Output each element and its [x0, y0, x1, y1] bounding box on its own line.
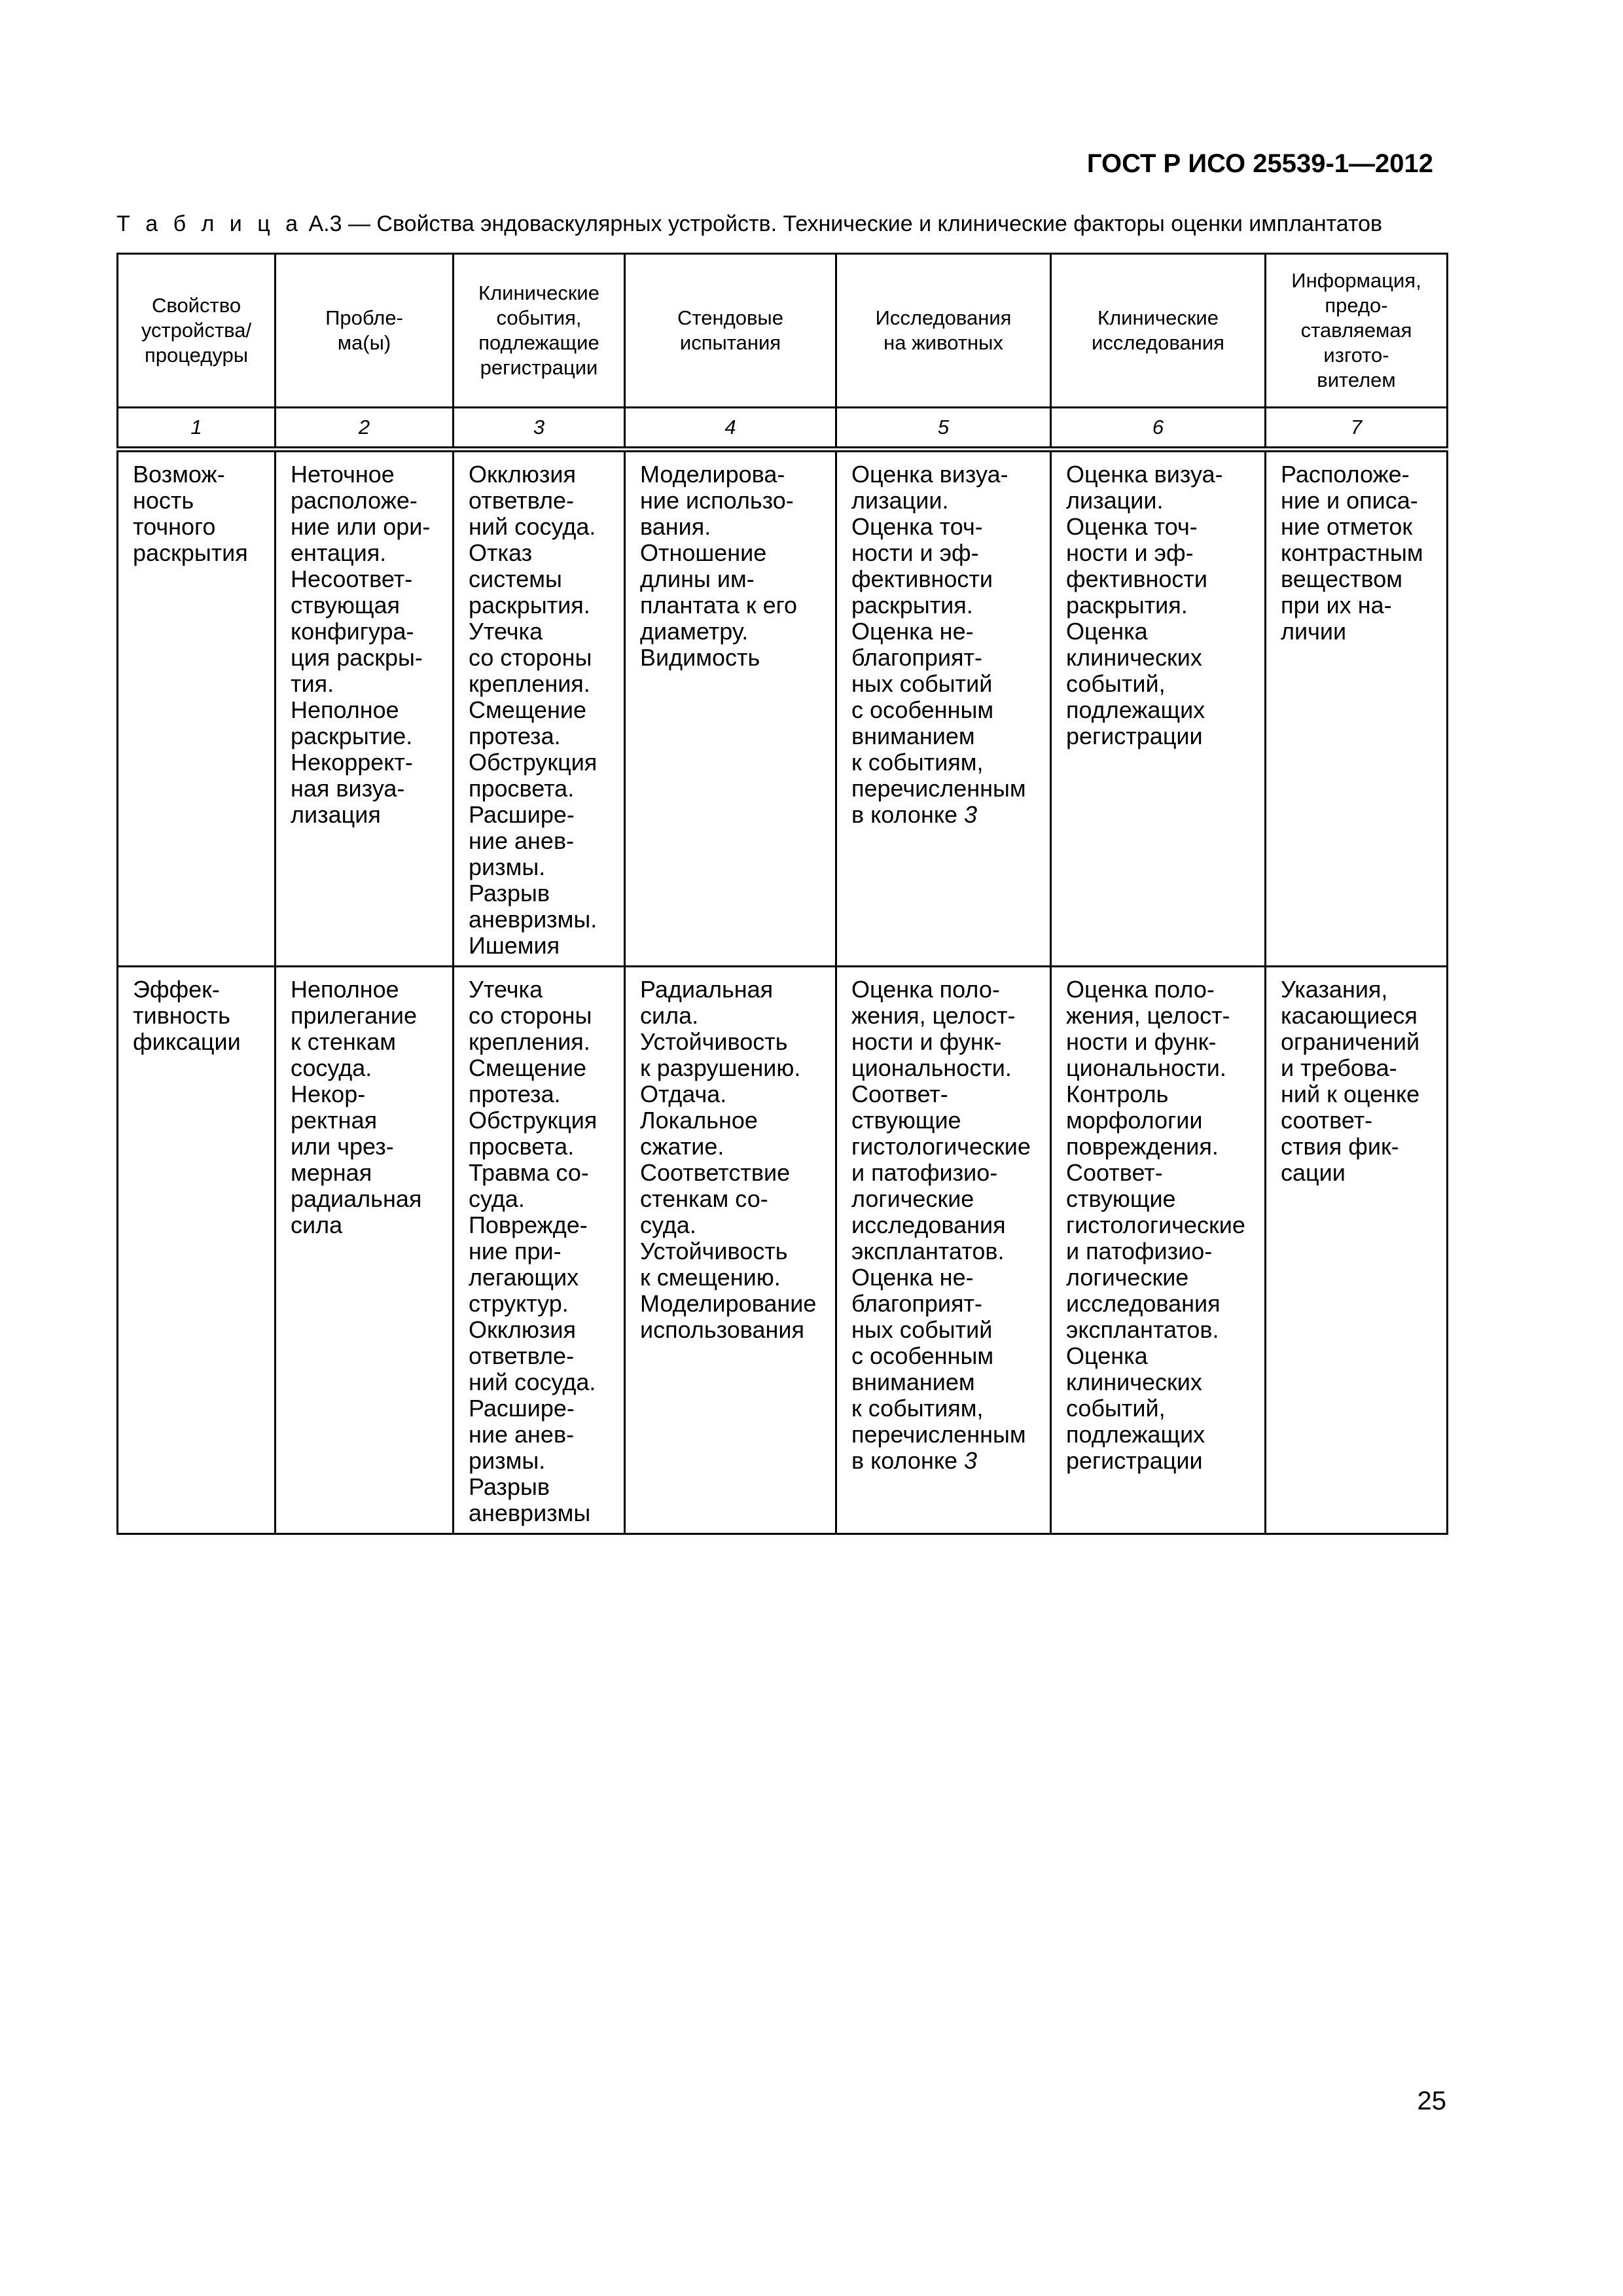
cell-text-line: Некоррект-	[291, 749, 413, 776]
cell-text-line: Окклюзия	[469, 1316, 577, 1343]
cell-text-line: Расшире-	[469, 801, 575, 828]
cell-text-line: Клинические	[478, 281, 599, 304]
cell-text-line: Утечка	[469, 976, 543, 1003]
cell-text-line: диаметру.	[640, 618, 749, 645]
table-cell	[118, 967, 276, 1534]
page-number: 25	[1417, 2087, 1446, 2115]
cell-text-line: эксплантатов.	[1066, 1316, 1219, 1343]
cell-text-line: и патофизио-	[1066, 1238, 1213, 1265]
cell-text-line: Оценка точ-	[1066, 513, 1198, 540]
cell-text-line: Оценка не-	[851, 1264, 974, 1291]
cell-text-line: протеза.	[469, 1081, 561, 1107]
cell-text-line: Указания,	[1281, 976, 1388, 1003]
cell-text-line: циональности.	[851, 1054, 1012, 1081]
cell-text-line: точного	[133, 513, 216, 540]
cell-text-line: ность	[133, 487, 194, 514]
cell-text-line: Неточное	[291, 461, 395, 488]
cell-text-line: процедуры	[145, 344, 248, 367]
cell-text-line: Соответ-	[851, 1081, 948, 1107]
cell-text-line: Оценка поло-	[851, 976, 1000, 1003]
cell-text-line: клинических	[1066, 1369, 1202, 1395]
column-header-3	[454, 254, 625, 408]
cell-text-line: лизации.	[851, 487, 949, 514]
cell-text-line: устройства/	[141, 319, 252, 342]
cell-text-line: ние и описа-	[1281, 487, 1418, 514]
cell-text-line: аневризмы	[469, 1499, 591, 1526]
cell-text-line: Отношение	[640, 539, 767, 566]
cell-text-line: веществом	[1281, 565, 1402, 592]
cell-text-line: со стороны	[469, 644, 592, 671]
cell-text-line: подлежащие	[478, 331, 599, 354]
cell-text-line: Локальное	[640, 1107, 758, 1134]
cell-text-line: ных событий	[851, 670, 993, 697]
cell-text-line: со стороны	[469, 1002, 592, 1029]
cell-text-line: Радиальная	[640, 976, 774, 1003]
cell-text-line: Травма со-	[469, 1159, 589, 1186]
cell-text-line: Некор-	[291, 1081, 366, 1107]
cell-text-line: с особенным	[851, 1342, 994, 1369]
table-cell	[1051, 967, 1266, 1534]
cell-text-line: ности и эф-	[1066, 539, 1194, 566]
cell-text-line: и патофизио-	[851, 1159, 998, 1186]
cell-text-line: Смещение	[469, 1054, 587, 1081]
properties-table	[116, 253, 1448, 1535]
cell-text-line: к смещению.	[640, 1264, 781, 1291]
cell-text-line: Контроль	[1066, 1081, 1169, 1107]
cell-text-line: в колонке 3	[851, 1447, 978, 1474]
table-caption-text: А.3 — Свойства эндоваскулярных устройств. Технические и клинические факторы оценки имплантатов	[302, 211, 1383, 236]
cell-text-line: Оценка не-	[851, 618, 974, 645]
cell-text-line: ствия фик-	[1281, 1133, 1399, 1160]
cell-text-line: ствующая	[291, 592, 400, 619]
cell-text-line: мерная	[291, 1159, 372, 1186]
cell-text-line: исследования	[851, 1211, 1006, 1238]
cell-text-line: Смещение	[469, 696, 587, 723]
standard-code: ГОСТ Р ИСО 25539-1—2012	[1086, 149, 1433, 178]
cell-text-line: сосуда.	[291, 1054, 372, 1081]
cell-text-line: Оценка	[1066, 618, 1148, 645]
cell-text-line: Стендовые	[677, 306, 783, 329]
cell-text-line: к разрушению.	[640, 1054, 801, 1081]
cell-text-line: Отказ	[469, 539, 533, 566]
cell-text-line: перечисленным	[851, 1421, 1026, 1448]
cell-text-line: раскрытия	[133, 539, 248, 566]
cell-text-line: вителем	[1317, 368, 1396, 391]
cell-text-line: при их на-	[1281, 592, 1392, 619]
cell-text-line: Несоответ-	[291, 565, 413, 592]
cell-text-line: ограничений	[1281, 1028, 1420, 1055]
cell-text-line: благоприят-	[851, 1290, 982, 1317]
cell-text-line: сила	[291, 1211, 343, 1238]
cell-text-line: регистрации	[480, 356, 598, 379]
cell-text-line: ных событий	[851, 1316, 993, 1343]
column-header-6	[1051, 254, 1266, 408]
table-cell	[1051, 450, 1266, 967]
cell-text-line: ентация.	[291, 539, 387, 566]
cell-text-line: предо-	[1325, 294, 1388, 317]
cell-text-line: Утечка	[469, 618, 543, 645]
table-row	[118, 450, 1448, 967]
cell-text-line: Неполное	[291, 696, 399, 723]
cell-text-line: к событиям,	[851, 749, 984, 776]
cell-text-line: тия.	[291, 670, 334, 697]
cell-text-line: ние или ори-	[291, 513, 431, 540]
cell-text-line: и требова-	[1281, 1054, 1397, 1081]
table-cell	[118, 450, 276, 967]
cell-text-line: Соответ-	[1066, 1159, 1163, 1186]
table-cell	[1266, 967, 1448, 1534]
cell-text-line: Моделирование	[640, 1290, 817, 1317]
cell-text-line: Видимость	[640, 644, 760, 671]
column-header-4	[625, 254, 836, 408]
column-number-4: 4	[625, 408, 836, 450]
cell-text-line: фективности	[851, 565, 993, 592]
cell-text-line: ствующие	[1066, 1185, 1176, 1212]
cell-text-line: ний сосуда.	[469, 513, 596, 540]
cell-text-line: подлежащих	[1066, 696, 1205, 723]
cell-text-line: ризмы.	[469, 1447, 546, 1474]
cell-text-line: прилегание	[291, 1002, 418, 1029]
table-cell	[625, 450, 836, 967]
column-header-5	[836, 254, 1051, 408]
cell-text-line: Оценка поло-	[1066, 976, 1215, 1003]
cell-text-line: эксплантатов.	[851, 1238, 1005, 1265]
cell-text-line: Клинические	[1097, 306, 1219, 329]
column-number-2: 2	[276, 408, 454, 450]
cell-text-line: длины им-	[640, 565, 755, 592]
cell-text-line: Неполное	[291, 976, 399, 1003]
cell-text-line: регистрации	[1066, 723, 1203, 749]
cell-text-line: лизация	[291, 801, 381, 828]
cell-text-line: ние анев-	[469, 1421, 575, 1448]
cell-text-line: плантата к его	[640, 592, 797, 619]
cell-text-line: ответвле-	[469, 1342, 575, 1369]
table-header-row	[118, 254, 1448, 408]
cell-text-line: к стенкам	[291, 1028, 397, 1055]
cell-text-line: легающих	[469, 1264, 579, 1291]
cell-text-line: конфигура-	[291, 618, 414, 645]
cell-text-line: подлежащих	[1066, 1421, 1205, 1448]
cell-text-line: Оценка визуа-	[851, 461, 1008, 488]
cell-text-line: ма(ы)	[337, 331, 391, 354]
cell-text-line: аневризмы.	[469, 906, 597, 933]
cell-text-line: ние анев-	[469, 827, 575, 854]
cell-text-line: благоприят-	[851, 644, 982, 671]
cell-text-line: логические	[851, 1185, 974, 1212]
column-reference: 3	[964, 801, 978, 828]
cell-text-line: расположе-	[291, 487, 418, 514]
column-number-row	[118, 408, 1448, 450]
cell-text-line: ректная	[291, 1107, 378, 1134]
cell-text-line: изгото-	[1323, 344, 1389, 367]
cell-text-line: Соответствие	[640, 1159, 791, 1186]
table-cell	[625, 967, 836, 1534]
table-cell	[1266, 450, 1448, 967]
cell-text-line: структур.	[469, 1290, 569, 1317]
cell-text-line: исследования	[1066, 1290, 1221, 1317]
cell-text-line: Оценка	[1066, 1342, 1148, 1369]
cell-text-line: системы	[469, 565, 562, 592]
column-number-1: 1	[118, 408, 276, 450]
table-cell	[454, 967, 625, 1534]
cell-text-line: регистрации	[1066, 1447, 1203, 1474]
table-cell	[836, 967, 1051, 1534]
cell-text-line: сации	[1281, 1159, 1346, 1186]
cell-text-line: Оценка точ-	[851, 513, 983, 540]
cell-text-line: повреждения.	[1066, 1133, 1219, 1160]
cell-text-line: ние при-	[469, 1238, 562, 1265]
column-header-2	[276, 254, 454, 408]
cell-text-line: Устойчивость	[640, 1238, 788, 1265]
cell-text-line: клинических	[1066, 644, 1202, 671]
cell-text-line: ности и эф-	[851, 539, 979, 566]
cell-text-line: ний к оценке	[1281, 1081, 1420, 1107]
cell-text-line: тивность	[133, 1002, 230, 1029]
cell-text-line: раскрытия.	[1066, 592, 1188, 619]
table-caption	[116, 209, 1445, 238]
cell-text-line: гистологические	[851, 1133, 1031, 1160]
cell-text-line: раскрытие.	[291, 723, 413, 749]
cell-text-line: соответ-	[1281, 1107, 1373, 1134]
table-cell	[454, 450, 625, 967]
cell-text-line: раскрытия.	[851, 592, 973, 619]
cell-text-line: радиальная	[291, 1185, 422, 1212]
cell-text-line: с особенным	[851, 696, 994, 723]
cell-text-line: логические	[1066, 1264, 1189, 1291]
cell-text-line: Возмож-	[133, 461, 225, 488]
cell-text-line: Поврежде-	[469, 1211, 588, 1238]
column-number-3: 3	[454, 408, 625, 450]
table-cell	[276, 450, 454, 967]
table-cell	[276, 967, 454, 1534]
cell-text-line: исследования	[1092, 331, 1224, 354]
cell-text-line: вниманием	[851, 1369, 975, 1395]
cell-text-line: Разрыв	[469, 1473, 550, 1500]
cell-text-line: Окклюзия	[469, 461, 577, 488]
cell-text-line: ризмы.	[469, 853, 546, 880]
cell-text-line: Расположе-	[1281, 461, 1410, 488]
cell-text-line: ставляемая	[1300, 319, 1412, 342]
cell-text-line: просвета.	[469, 1133, 575, 1160]
cell-text-line: морфологии	[1066, 1107, 1203, 1134]
cell-text-line: крепления.	[469, 1028, 590, 1055]
cell-text-line: ности и функ-	[851, 1028, 1002, 1055]
cell-text-line: ние использо-	[640, 487, 794, 514]
cell-text-line: касающиеся	[1281, 1002, 1418, 1029]
cell-text-line: Обструкция	[469, 1107, 597, 1134]
cell-text-line: ние отметок	[1281, 513, 1413, 540]
cell-text-line: Обструкция	[469, 749, 597, 776]
column-reference: 3	[964, 1447, 978, 1474]
cell-text-line: контрастным	[1281, 539, 1423, 566]
cell-text-line: фективности	[1066, 565, 1208, 592]
cell-text-line: суда.	[640, 1211, 696, 1238]
cell-text-line: Пробле-	[325, 306, 403, 329]
cell-text-line: фиксации	[133, 1028, 241, 1055]
cell-text-line: Устойчивость	[640, 1028, 788, 1055]
cell-text-line: Моделирова-	[640, 461, 785, 488]
cell-text-line: сила.	[640, 1002, 699, 1029]
column-header-1	[118, 254, 276, 408]
column-number-6: 6	[1051, 408, 1266, 450]
cell-text-line: ности и функ-	[1066, 1028, 1217, 1055]
cell-text-line: просвета.	[469, 775, 575, 802]
cell-text-line: к событиям,	[851, 1395, 984, 1422]
cell-text-line: суда.	[469, 1185, 525, 1212]
cell-text-line: Отдача.	[640, 1081, 727, 1107]
cell-text-line: сжатие.	[640, 1133, 724, 1160]
cell-text-line: ствующие	[851, 1107, 961, 1134]
cell-text-line: протеза.	[469, 723, 561, 749]
cell-text-line: ная визуа-	[291, 775, 405, 802]
cell-text-line: в колонке 3	[851, 801, 978, 828]
cell-text-line: ний сосуда.	[469, 1369, 596, 1395]
cell-text-line: жения, целост-	[1066, 1002, 1230, 1029]
cell-text-line: Свойство	[151, 294, 241, 317]
cell-text-line: испытания	[679, 331, 781, 354]
cell-text-line: или чрез-	[291, 1133, 394, 1160]
column-number-7: 7	[1266, 408, 1448, 450]
table-cell	[836, 450, 1051, 967]
cell-text-line: циональности.	[1066, 1054, 1226, 1081]
table-body	[118, 450, 1448, 1534]
cell-text-line: Разрыв	[469, 880, 550, 906]
cell-text-line: раскрытия.	[469, 592, 590, 619]
cell-text-line: использования	[640, 1316, 804, 1343]
column-header-7	[1266, 254, 1448, 408]
cell-text-line: событий,	[1066, 670, 1166, 697]
table-caption-prefix: Т а б л и ц а	[116, 211, 303, 236]
cell-text-line: Оценка визуа-	[1066, 461, 1223, 488]
cell-text-line: Ишемия	[469, 932, 560, 959]
cell-text-line: гистологические	[1066, 1211, 1245, 1238]
cell-text-line: ответвле-	[469, 487, 575, 514]
cell-text-line: Эффек-	[133, 976, 220, 1003]
cell-text-line: стенкам со-	[640, 1185, 768, 1212]
cell-text-line: Расшире-	[469, 1395, 575, 1422]
column-number-5: 5	[836, 408, 1051, 450]
cell-text-line: перечисленным	[851, 775, 1026, 802]
cell-text-line: событий,	[1066, 1395, 1166, 1422]
cell-text-line: крепления.	[469, 670, 590, 697]
cell-text-line: Исследования	[875, 306, 1012, 329]
cell-text-line: жения, целост-	[851, 1002, 1016, 1029]
cell-text-line: личии	[1281, 618, 1347, 645]
table-row	[118, 967, 1448, 1534]
cell-text-line: лизации.	[1066, 487, 1164, 514]
cell-text-line: вниманием	[851, 723, 975, 749]
cell-text-line: вания.	[640, 513, 711, 540]
cell-text-line: Информация,	[1291, 269, 1421, 292]
cell-text-line: на животных	[883, 331, 1003, 354]
cell-text-line: ция раскры-	[291, 644, 423, 671]
cell-text-line: события,	[496, 306, 582, 329]
